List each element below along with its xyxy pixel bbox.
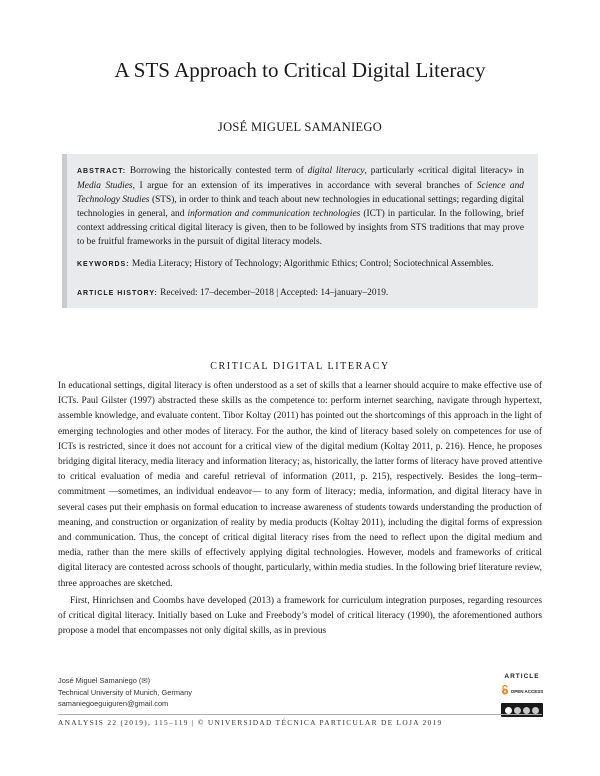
abstract-text: , particularly «critical digital literacy» in bbox=[364, 166, 524, 176]
abstract-term-digital-literacy: digital literacy bbox=[307, 166, 365, 176]
section-heading: CRITICAL DIGITAL LITERACY bbox=[210, 361, 390, 372]
abstract-term-media-studies: Media Studies bbox=[77, 181, 133, 191]
footer-divider bbox=[58, 714, 542, 715]
abstract-term-ict: information and communication technologies bbox=[187, 209, 361, 219]
keywords-text: Media Literacy; History of Technology; Algorithmic Ethics; Control; Sociotechnical Assembles. bbox=[129, 259, 494, 269]
article-label: ARTICLE bbox=[504, 673, 540, 680]
contact-affiliation: Technical University of Munich, Germany bbox=[58, 687, 192, 697]
abstract-box bbox=[62, 154, 538, 308]
article-history bbox=[77, 286, 524, 301]
abstract-paragraph bbox=[77, 164, 524, 249]
abstract-text: , I argue for an extension of its imperatives in accordance with several branches of bbox=[132, 181, 477, 191]
keywords-paragraph bbox=[77, 257, 524, 272]
article-author: JOSÉ MIGUEL SAMANIEGO bbox=[217, 120, 383, 134]
open-access-text: OPEN ACCESS bbox=[510, 688, 544, 694]
author-contact bbox=[58, 675, 192, 710]
abstract-text: (STS), in order to think and teach about new technologies in educational settings; regarding digital technologies in general, and bbox=[77, 195, 524, 219]
article-badge bbox=[500, 673, 544, 717]
history-label: ARTICLE HISTORY: bbox=[77, 290, 158, 297]
body-paragraph-1: In educational settings, digital literacy is often understood as a set of skills that a learner should acquire to make effective use of ICTs. Paul Gilster (1997) abstracted these skills as the competence to: perform internet searching, navigate through hypertext, assemble knowledge, and evaluate content. Tibor Koltay (2011) has pointed out the shortcomings of this approach in the light of emerging technologies and other modes of literacy. For the author, the kind of literacy based solely on competences for use of ICTs is restricted, since it does not account for a critical view of the digital medium (Koltay 2011, p. 216). Hence, he proposes bridging digital literacy, media literacy and information literacy; as, historically, the latter forms of literacy have proved attentive to critical evaluation of media and careful retrieval of information (2011, p. 215), respectively. Besides the long–term–commitment —sometimes, an individual endeavor— to any form of literacy; media, information, and digital literacy have in several cases put their emphasis on formal education to increase awareness of students towards understanding the production of meaning, and construction or organization of reality by media products (Koltay 2011), including the digital forms of expression and communication. Thus, the concept of critical digital literacy rises from the need to reflect upon the digital medium and media, rather than the mere skills of effectively applying digital technologies. However, models and frameworks of critical digital literacy are contested across schools of thought, particularly, within media studies. In the following brief literature review, three approaches are sketched. bbox=[58, 381, 542, 589]
cc-nd-icon bbox=[532, 707, 539, 714]
body-paragraph-2: First, Hinrichsen and Coombs have developed (2013) a framework for curriculum integration purposes, regarding resources of critical digital literacy. Initially based on Luke and Freebody’s model of critical literacy (1990), the aforementioned authors propose a model that encompasses not only digital skills, as in previous bbox=[58, 595, 542, 637]
abstract-term-sts: Science and Technology Studies bbox=[77, 181, 524, 205]
contact-email[interactable]: samaniegoeguiguren@gmail.com bbox=[58, 699, 169, 709]
cc-icon bbox=[505, 707, 512, 714]
open-access-lock-icon bbox=[501, 682, 509, 700]
journal-citation: ANALYSIS 22 (2019), 115–119 | © UNIVERSIDAD TÉCNICA PARTICULAR DE LOJA 2019 bbox=[58, 718, 443, 727]
abstract-text: (ICT) in particular. In the following, brief context addressing critical digital literacy is given, then to be followed by insights from STS traditions that may prove to be fruitful frameworks in the pursuit of digital literacy models. bbox=[77, 209, 524, 247]
article-title: A STS Approach to Critical Digital Literacy bbox=[114, 58, 486, 82]
cc-nc-icon bbox=[523, 707, 530, 714]
open-access-logo bbox=[500, 682, 544, 700]
contact-name: José Miguel Samaniego (✉) bbox=[58, 676, 151, 685]
history-text: Received: 17–december–2018 | Accepted: 14–january–2019. bbox=[157, 288, 389, 298]
abstract-label: ABSTRACT: bbox=[77, 168, 127, 175]
cc-by-icon bbox=[514, 707, 521, 714]
abstract-text: Borrowing the historically contested term of bbox=[126, 166, 308, 176]
body-text bbox=[58, 379, 542, 639]
keywords-label: KEYWORDS: bbox=[77, 261, 130, 268]
